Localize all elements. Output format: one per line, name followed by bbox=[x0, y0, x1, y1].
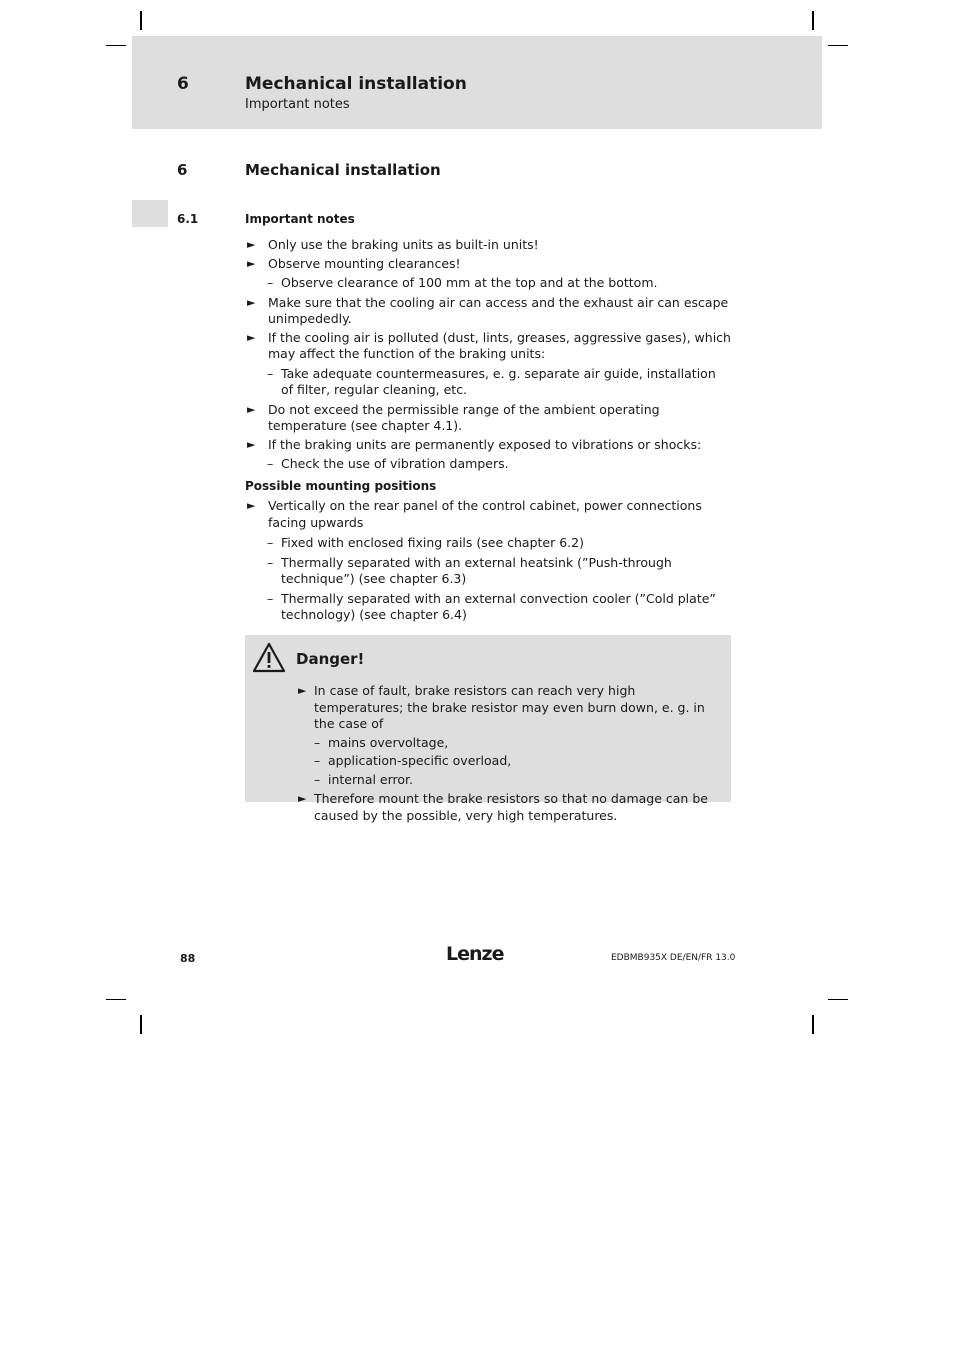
important-notes-list bbox=[245, 237, 731, 473]
list-item-text: If the cooling air is polluted (dust, lints, greases, aggressive gases), which may affect the function of the braking units: bbox=[268, 329, 731, 361]
list-item bbox=[245, 295, 731, 328]
arrow-bullet-icon: ► bbox=[247, 437, 256, 451]
document-id: EDBMB935X DE/EN/FR 13.0 bbox=[611, 953, 736, 963]
sub-list-item-text: Observe clearance of 100 mm at the top and at the bottom. bbox=[281, 275, 658, 290]
sub-list-item bbox=[245, 555, 731, 588]
crop-mark bbox=[828, 999, 848, 1000]
subsection-number: 6.1 bbox=[177, 212, 199, 226]
list-item bbox=[245, 256, 731, 273]
crop-mark bbox=[106, 45, 126, 46]
header-chapter-title: Mechanical installation bbox=[245, 74, 467, 94]
mounting-heading: Possible mounting positions bbox=[245, 479, 437, 493]
sub-list-item bbox=[298, 753, 726, 770]
arrow-bullet-icon: ► bbox=[247, 330, 256, 344]
list-item bbox=[245, 437, 731, 454]
list-item-text: Observe mounting clearances! bbox=[268, 255, 461, 271]
arrow-bullet-icon: ► bbox=[298, 684, 307, 697]
sub-list-item-text: Thermally separated with an external convection cooler (”Cold plate” technology) (see chapter 6.4) bbox=[281, 590, 716, 622]
sub-list-item bbox=[245, 456, 731, 473]
list-item-text: Vertically on the rear panel of the control cabinet, power connections facing upwards bbox=[268, 498, 702, 530]
list-item bbox=[298, 791, 726, 824]
dash-bullet-icon: – bbox=[267, 365, 274, 381]
thumb-tab-marker bbox=[132, 200, 168, 227]
dash-bullet-icon: – bbox=[267, 590, 274, 606]
list-item bbox=[245, 498, 731, 531]
sub-list-item-text: internal error. bbox=[328, 771, 414, 787]
crop-mark bbox=[140, 1015, 142, 1034]
danger-box bbox=[245, 635, 731, 823]
sub-list-item-text: application-specific overload, bbox=[328, 753, 512, 768]
sub-list-item-text: mains overvoltage, bbox=[328, 734, 449, 750]
subsection-title: Important notes bbox=[245, 212, 355, 226]
dash-bullet-icon: – bbox=[267, 535, 274, 550]
header-chapter-number: 6 bbox=[177, 74, 189, 94]
list-item-text: If the braking units are permanently exposed to vibrations or shocks: bbox=[268, 436, 702, 452]
crop-mark bbox=[106, 999, 126, 1000]
list-item-text: Do not exceed the permissible range of the ambient operating temperature (see chapter 4.1). bbox=[268, 401, 660, 433]
sub-list-item-text: Take adequate countermeasures, e. g. separate air guide, installation of filter, regular cleaning, etc. bbox=[281, 365, 716, 397]
sub-list-item-text: Fixed with enclosed fixing rails (see chapter 6.2) bbox=[281, 535, 584, 550]
dash-bullet-icon: – bbox=[267, 554, 274, 570]
page-number: 88 bbox=[180, 952, 196, 965]
header-subtitle: Important notes bbox=[245, 97, 350, 112]
arrow-bullet-icon: ► bbox=[247, 402, 256, 416]
crop-mark bbox=[812, 1015, 814, 1034]
list-item bbox=[298, 683, 726, 733]
dash-bullet-icon: – bbox=[267, 275, 274, 290]
header-band bbox=[132, 36, 822, 129]
danger-list bbox=[298, 683, 726, 824]
arrow-bullet-icon: ► bbox=[247, 295, 256, 309]
list-item-text: Therefore mount the brake resistors so that no damage can be caused by the possible, very high temperatures. bbox=[314, 791, 708, 823]
danger-title: Danger! bbox=[296, 650, 365, 668]
sub-list-item bbox=[245, 366, 731, 399]
crop-mark bbox=[812, 11, 814, 30]
lenze-logo: Lenze bbox=[446, 943, 504, 965]
dash-bullet-icon: – bbox=[314, 771, 321, 787]
crop-mark bbox=[828, 45, 848, 46]
list-item-text: Make sure that the cooling air can access and the exhaust air can escape unimpededly. bbox=[268, 294, 729, 326]
sub-list-item bbox=[245, 275, 731, 292]
dash-bullet-icon: – bbox=[314, 753, 321, 768]
list-item bbox=[245, 330, 731, 363]
sub-list-item bbox=[245, 591, 731, 624]
section-title: Mechanical installation bbox=[245, 161, 441, 179]
arrow-bullet-icon: ► bbox=[247, 238, 256, 251]
dash-bullet-icon: – bbox=[267, 456, 274, 471]
list-item-text: In case of fault, brake resistors can reach very high temperatures; the brake resistor may even burn down, e. g. in the case of bbox=[314, 683, 705, 731]
arrow-bullet-icon: ► bbox=[247, 499, 256, 512]
list-item-text: Only use the braking units as built-in units! bbox=[268, 237, 539, 252]
sub-list-item bbox=[298, 735, 726, 752]
section-number: 6 bbox=[177, 161, 188, 179]
crop-mark bbox=[140, 11, 142, 30]
dash-bullet-icon: – bbox=[314, 734, 321, 750]
warning-triangle-icon bbox=[252, 642, 286, 673]
sub-list-item-text: Thermally separated with an external heatsink (”Push-through technique”) (see chapter 6.3) bbox=[281, 554, 672, 586]
list-item bbox=[245, 402, 731, 435]
sub-list-item bbox=[245, 535, 731, 552]
arrow-bullet-icon: ► bbox=[298, 792, 307, 805]
list-item bbox=[245, 237, 731, 254]
mounting-list bbox=[245, 498, 731, 624]
arrow-bullet-icon: ► bbox=[247, 256, 256, 270]
sub-list-item bbox=[298, 772, 726, 789]
sub-list-item-text: Check the use of vibration dampers. bbox=[281, 456, 509, 471]
